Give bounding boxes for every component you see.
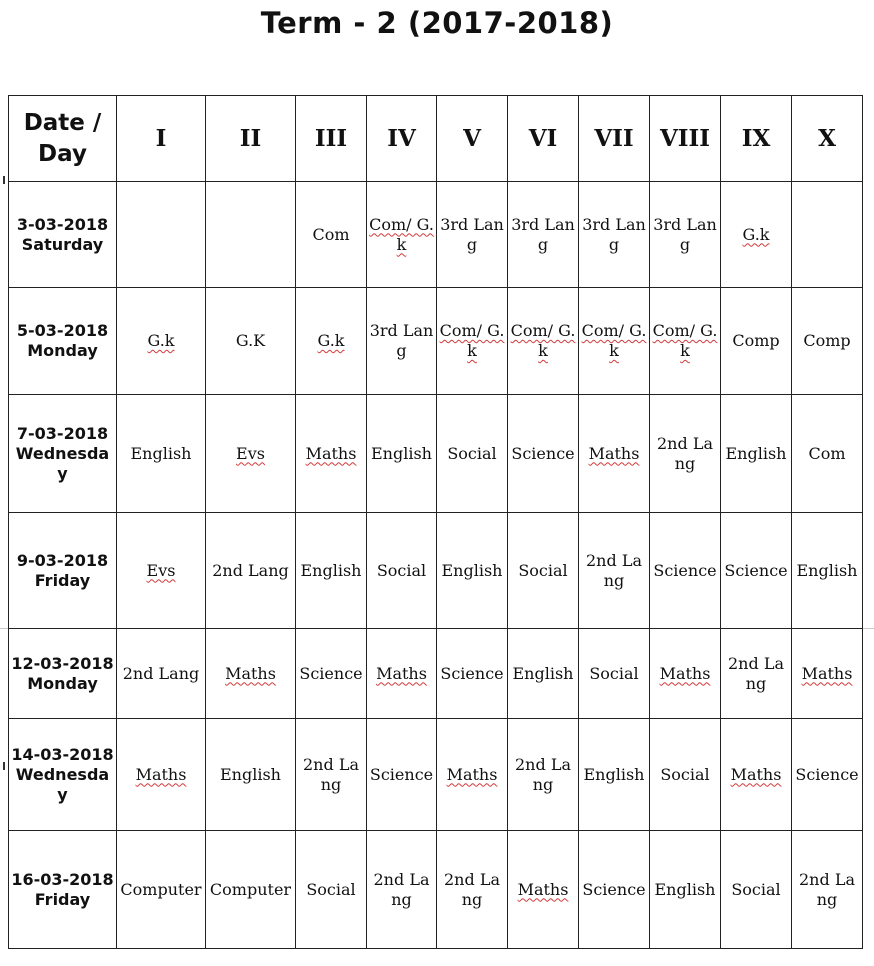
- subject-cell: [579, 719, 650, 831]
- subject-text: 2nd Lang: [586, 550, 642, 590]
- subject-text: Science: [724, 560, 788, 580]
- subject-cell: [296, 513, 367, 629]
- subject-cell: [721, 629, 792, 719]
- subject-cell: [721, 288, 792, 395]
- subject-cell: [206, 719, 296, 831]
- subject-cell: [579, 513, 650, 629]
- subject-text: English: [512, 663, 574, 683]
- date-day-cell: [9, 513, 117, 629]
- subject-text: Science: [795, 764, 859, 784]
- subject-text: Science: [369, 764, 434, 784]
- date-day-cell: [9, 182, 117, 288]
- subject-text: Maths: [376, 663, 427, 683]
- subject-cell: [508, 513, 579, 629]
- subject-text: Comp: [803, 331, 851, 350]
- date-text: 3-03-2018: [16, 214, 109, 234]
- subject-cell: [437, 831, 508, 949]
- header-class: II: [206, 96, 296, 182]
- subject-cell: [792, 395, 863, 513]
- subject-text: Social: [376, 560, 427, 580]
- subject-text: Social: [731, 879, 781, 899]
- subject-cell: [792, 288, 863, 395]
- subject-cell: [650, 629, 721, 719]
- subject-cell: [437, 288, 508, 395]
- subject-cell: [296, 182, 367, 288]
- subject-cell: [508, 831, 579, 949]
- table-row: [9, 831, 863, 949]
- date-day-cell: [9, 629, 117, 719]
- date-text: 14-03-2018: [11, 744, 114, 764]
- subject-text: G.k: [317, 331, 345, 350]
- subject-text: Com/ G.k: [652, 321, 718, 360]
- subject-text: Maths: [517, 879, 569, 899]
- subject-text: Social: [447, 443, 497, 463]
- subject-cell: [437, 182, 508, 288]
- subject-text: English: [300, 560, 362, 580]
- subject-text: 2nd Lang: [515, 754, 571, 794]
- subject-cell: [117, 513, 206, 629]
- table-row: [9, 719, 863, 831]
- subject-cell: [437, 629, 508, 719]
- subject-text: 2nd Lang: [373, 869, 430, 909]
- subject-cell: [579, 288, 650, 395]
- date-text: 16-03-2018: [11, 869, 114, 889]
- subject-text: 3rd Lang: [582, 214, 646, 254]
- subject-cell: [367, 513, 437, 629]
- subject-cell: [792, 629, 863, 719]
- subject-cell: [792, 513, 863, 629]
- header-row: [9, 96, 863, 182]
- subject-cell: [206, 831, 296, 949]
- subject-cell: [579, 395, 650, 513]
- subject-text: 2nd Lang: [657, 433, 713, 473]
- subject-text: G.k: [742, 224, 770, 244]
- subject-text: 3rd Lang: [440, 214, 504, 254]
- subject-text: 3rd Lang: [369, 321, 434, 360]
- subject-text: 2nd Lang: [799, 869, 855, 909]
- date-day-cell: [9, 288, 117, 395]
- subject-cell: [792, 831, 863, 949]
- subject-text: English: [371, 443, 432, 463]
- table-row: [9, 182, 863, 288]
- day-text: Monday: [27, 673, 98, 693]
- subject-text: 3rd Lang: [653, 214, 717, 254]
- subject-text: Com/ G.k: [369, 214, 434, 254]
- table-row: [9, 288, 863, 395]
- day-text: Wednesday: [15, 443, 110, 483]
- subject-cell: [721, 513, 792, 629]
- subject-cell: [508, 395, 579, 513]
- subject-cell: [206, 288, 296, 395]
- subject-cell: [367, 288, 437, 395]
- subject-cell: [437, 395, 508, 513]
- subject-cell: [508, 629, 579, 719]
- header-class: VIII: [650, 96, 721, 182]
- header-class: IX: [721, 96, 792, 182]
- subject-text: Social: [306, 879, 356, 899]
- subject-cell: [721, 719, 792, 831]
- subject-text: Com: [312, 224, 350, 244]
- subject-text: Maths: [135, 764, 187, 784]
- subject-text: Comp: [732, 331, 780, 350]
- subject-cell: [792, 182, 863, 288]
- subject-cell: [579, 182, 650, 288]
- subject-cell: [117, 629, 206, 719]
- subject-text: Computer: [120, 879, 202, 899]
- subject-text: Science: [440, 663, 504, 683]
- date-text: 7-03-2018: [16, 423, 109, 443]
- subject-cell: [721, 831, 792, 949]
- subject-cell: [437, 513, 508, 629]
- day-text: Wednesday: [15, 764, 110, 804]
- subject-text: Social: [660, 764, 710, 784]
- header-class: III: [296, 96, 367, 182]
- subject-text: Maths: [225, 663, 276, 683]
- page-title: Term - 2 (2017-2018): [260, 6, 614, 40]
- subject-text: English: [441, 560, 503, 580]
- subject-text: English: [583, 764, 645, 784]
- date-day-cell: [9, 719, 117, 831]
- subject-text: Maths: [730, 764, 782, 784]
- subject-text: G.k: [147, 331, 175, 350]
- subject-text: English: [130, 443, 192, 463]
- subject-text: Maths: [305, 443, 357, 463]
- subject-cell: [296, 288, 367, 395]
- subject-text: Science: [653, 560, 717, 580]
- subject-text: Maths: [446, 764, 498, 784]
- margin-mark: [3, 762, 5, 770]
- subject-cell: [650, 719, 721, 831]
- subject-cell: [508, 288, 579, 395]
- subject-cell: [367, 182, 437, 288]
- subject-text: 3rd Lang: [511, 214, 575, 254]
- subject-text: G.K: [235, 331, 266, 350]
- subject-text: English: [725, 443, 787, 463]
- subject-cell: [792, 719, 863, 831]
- subject-text: Social: [589, 663, 639, 683]
- subject-cell: [650, 288, 721, 395]
- subject-text: Maths: [659, 663, 711, 683]
- subject-cell: [206, 513, 296, 629]
- subject-cell: [117, 288, 206, 395]
- date-day-cell: [9, 395, 117, 513]
- subject-text: English: [220, 764, 281, 784]
- subject-cell: [117, 182, 206, 288]
- subject-cell: [206, 629, 296, 719]
- subject-cell: [117, 719, 206, 831]
- subject-cell: [508, 182, 579, 288]
- subject-cell: [117, 395, 206, 513]
- subject-cell: [721, 182, 792, 288]
- header-class: IV: [367, 96, 437, 182]
- subject-cell: [367, 629, 437, 719]
- subject-cell: [117, 831, 206, 949]
- subject-text: Science: [511, 443, 575, 463]
- subject-text: Science: [582, 879, 646, 899]
- subject-cell: [650, 395, 721, 513]
- date-text: 12-03-2018: [11, 653, 114, 673]
- subject-text: 2nd Lang: [728, 653, 784, 693]
- subject-cell: [206, 395, 296, 513]
- subject-text: 2nd Lang: [444, 869, 500, 909]
- subject-text: Evs: [236, 443, 265, 463]
- header-class: I: [117, 96, 206, 182]
- subject-text: Maths: [588, 443, 640, 463]
- subject-text: Com/ G.k: [510, 321, 576, 360]
- subject-text: Computer: [209, 879, 292, 899]
- subject-text: Com: [808, 443, 846, 463]
- subject-cell: [367, 719, 437, 831]
- table-row: [9, 395, 863, 513]
- subject-text: Maths: [801, 663, 853, 683]
- date-text: 5-03-2018: [16, 321, 109, 340]
- exam-timetable: [8, 95, 863, 949]
- subject-cell: [508, 719, 579, 831]
- header-class: X: [792, 96, 863, 182]
- table-row: [9, 513, 863, 629]
- subject-text: Com/ G.k: [439, 321, 505, 360]
- subject-text: Evs: [146, 560, 176, 580]
- subject-text: Com/ G.k: [581, 321, 647, 360]
- subject-cell: [650, 513, 721, 629]
- subject-text: Science: [299, 663, 363, 683]
- subject-cell: [296, 831, 367, 949]
- header-date-day: Date / Day: [9, 96, 117, 182]
- subject-cell: [296, 395, 367, 513]
- subject-text: Social: [518, 560, 568, 580]
- margin-mark: [3, 176, 5, 184]
- subject-text: English: [654, 879, 716, 899]
- subject-cell: [650, 182, 721, 288]
- header-class: V: [437, 96, 508, 182]
- subject-text: 2nd Lang: [303, 754, 359, 794]
- date-day-cell: [9, 831, 117, 949]
- day-text: Saturday: [21, 234, 104, 254]
- subject-cell: [650, 831, 721, 949]
- subject-text: English: [796, 560, 858, 580]
- header-class: VI: [508, 96, 579, 182]
- subject-cell: [296, 719, 367, 831]
- subject-cell: [579, 629, 650, 719]
- subject-cell: [367, 831, 437, 949]
- subject-cell: [367, 395, 437, 513]
- table-row: [9, 629, 863, 719]
- subject-cell: [437, 719, 508, 831]
- subject-text: 2nd Lang: [122, 663, 200, 683]
- day-text: Friday: [34, 889, 91, 909]
- subject-text: 2nd Lang: [212, 560, 289, 580]
- header-class: VII: [579, 96, 650, 182]
- day-text: Friday: [34, 570, 91, 590]
- date-text: 9-03-2018: [16, 550, 109, 570]
- subject-cell: [206, 182, 296, 288]
- subject-cell: [721, 395, 792, 513]
- subject-cell: [579, 831, 650, 949]
- day-text: Monday: [27, 341, 98, 360]
- subject-cell: [296, 629, 367, 719]
